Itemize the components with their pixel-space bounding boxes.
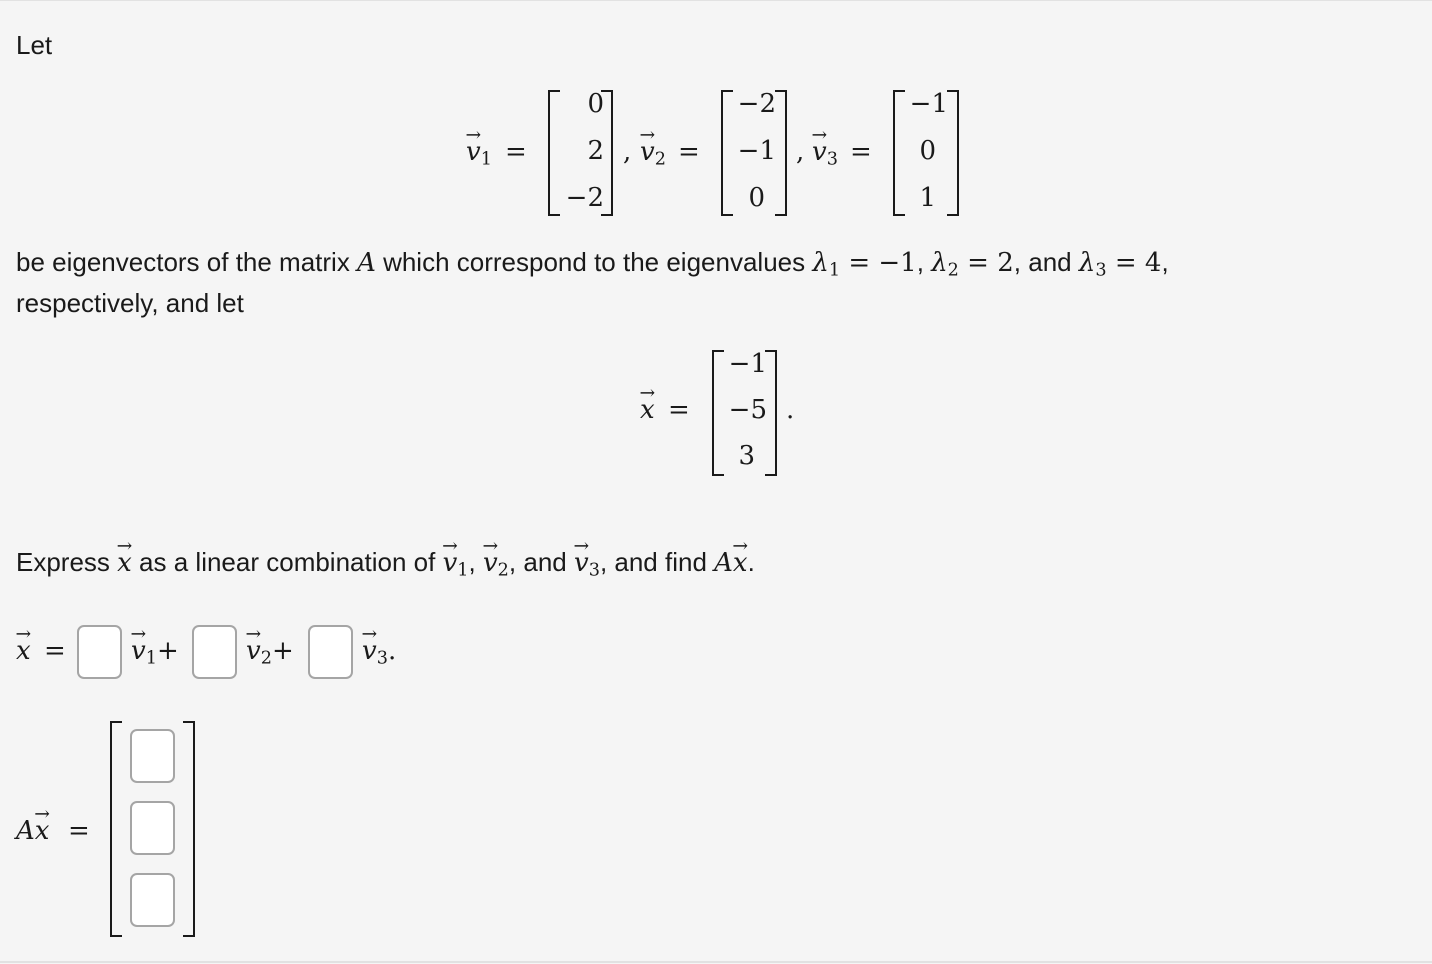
ax-entry-2-input[interactable] [130,801,175,855]
bottom-divider [0,961,1432,963]
ax-label: A→ x [16,818,49,844]
ax-entry-1-input[interactable] [130,729,175,783]
v2-entry-1: −2 [737,89,776,119]
ax-entry-3-input[interactable] [130,873,175,927]
v1-entry-3: −2 [565,183,604,213]
x-entry-2: −5 [728,395,767,425]
equals-sign: = [850,137,872,167]
x-label: → x [16,638,31,664]
v1-label: → $v_1$ [466,139,492,165]
equals-sign: = [68,816,90,846]
top-divider [0,0,1432,1]
right-bracket [947,90,959,216]
period: . [786,395,795,425]
right-bracket [183,721,195,937]
respectively-text: respectively, and let [16,288,244,318]
x-entry-1: −1 [728,349,767,379]
equals-sign: = [505,137,527,167]
v3-label: → $v_3$ [812,139,838,165]
equals-sign: = [678,137,700,167]
v3-entry-3: 1 [919,183,936,213]
comma: , [796,137,805,167]
v1-entry-1: 0 [587,89,604,119]
equals-sign: = [44,636,66,666]
v1-entry-2: 2 [587,136,604,166]
question-text: Express → x as a linear combination of → $v_1$, → $v_2$, and → $v_3$, and find A→ x. [16,547,755,578]
x-label: → x [640,397,655,423]
coefficient-v1-input[interactable] [77,625,122,679]
v3-entry-1: −1 [909,89,948,119]
v2-entry-2: −1 [737,136,776,166]
v1-term: → $v_1+$ [131,638,179,664]
coefficient-v3-input[interactable] [308,625,353,679]
equals-sign: = [668,395,690,425]
v2-label: → $v_2$ [640,139,666,165]
v3-term: → $v_3$. [362,638,396,664]
comma: , [623,137,632,167]
right-bracket [775,90,787,216]
left-bracket [110,721,122,937]
x-entry-3: 3 [738,441,755,471]
coefficient-v2-input[interactable] [192,625,237,679]
v2-entry-3: 0 [748,183,765,213]
right-bracket [765,350,777,476]
right-bracket [601,90,613,216]
v2-term: → $v_2+$ [246,638,294,664]
v3-entry-2: 0 [919,136,936,166]
let-text: Let [16,30,53,60]
eigenvalue-sentence: be eigenvectors of the matrix A which correspond to the eigenvalues $\lambda_1 = -1$, $\lambda_2 = 2$, and $\lambda_3 = 4$, [16,247,1169,281]
